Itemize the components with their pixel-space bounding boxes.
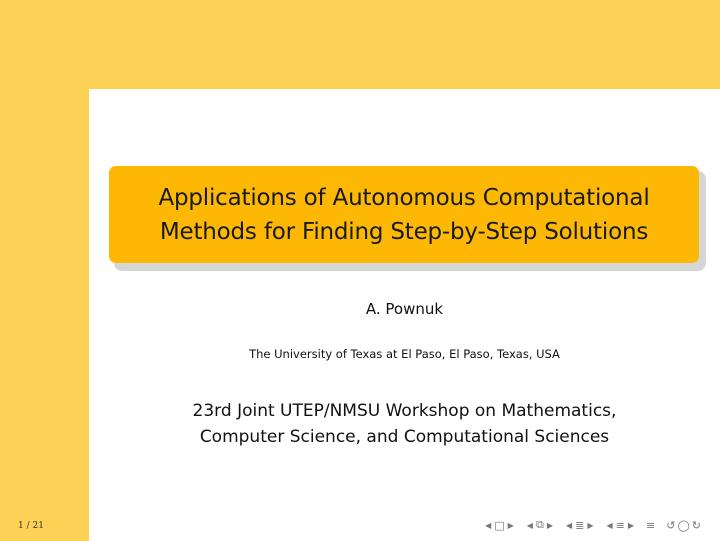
event-line-1: 23rd Joint UTEP/NMSU Workshop on Mathematics,: [192, 401, 617, 421]
nav-section-group: [564, 519, 596, 532]
search-back-icon[interactable]: ↺: [666, 518, 676, 532]
title-line-1: Applications of Autonomous Computational: [158, 184, 650, 211]
prev-subsection-icon[interactable]: ◀: [526, 520, 533, 530]
search-icon[interactable]: ◯: [677, 518, 690, 532]
nav-frame-group: [483, 519, 516, 532]
section-icon[interactable]: ≣: [575, 518, 585, 532]
header-bar: [89, 0, 720, 89]
nav-part-group: [605, 519, 637, 532]
page-number: 1 / 21: [18, 521, 44, 531]
next-frame-icon[interactable]: ▶: [507, 520, 514, 530]
nav-search-group: [665, 519, 702, 532]
next-section-icon[interactable]: ▶: [587, 520, 594, 530]
prev-frame-icon[interactable]: ◀: [485, 520, 492, 530]
institute: The University of Texas at El Paso, El Paso, Texas, USA: [249, 347, 560, 361]
author: A. Pownuk: [365, 300, 444, 318]
next-part-icon[interactable]: ▶: [627, 520, 635, 530]
next-subsection-icon[interactable]: ▶: [546, 520, 553, 530]
prev-part-icon[interactable]: ◀: [606, 520, 613, 530]
event-line-2: Computer Science, and Computational Sciences: [199, 427, 610, 447]
title-line-2: Methods for Finding Step-by-Step Solutions: [159, 218, 649, 245]
frame-icon[interactable]: □: [494, 518, 505, 532]
search-forward-icon[interactable]: ↻: [691, 518, 701, 532]
left-sidebar: [0, 0, 89, 541]
nav-subsection-group: [525, 518, 555, 532]
part-icon[interactable]: ≡: [615, 518, 625, 532]
align-icon[interactable]: ≡: [646, 518, 656, 532]
title-box: [109, 166, 699, 263]
event: [89, 398, 720, 450]
navigation-bar: [474, 518, 702, 532]
subsection-icon[interactable]: ⧉: [535, 518, 544, 531]
prev-section-icon[interactable]: ◀: [565, 520, 573, 530]
nav-align-group: [645, 519, 656, 532]
